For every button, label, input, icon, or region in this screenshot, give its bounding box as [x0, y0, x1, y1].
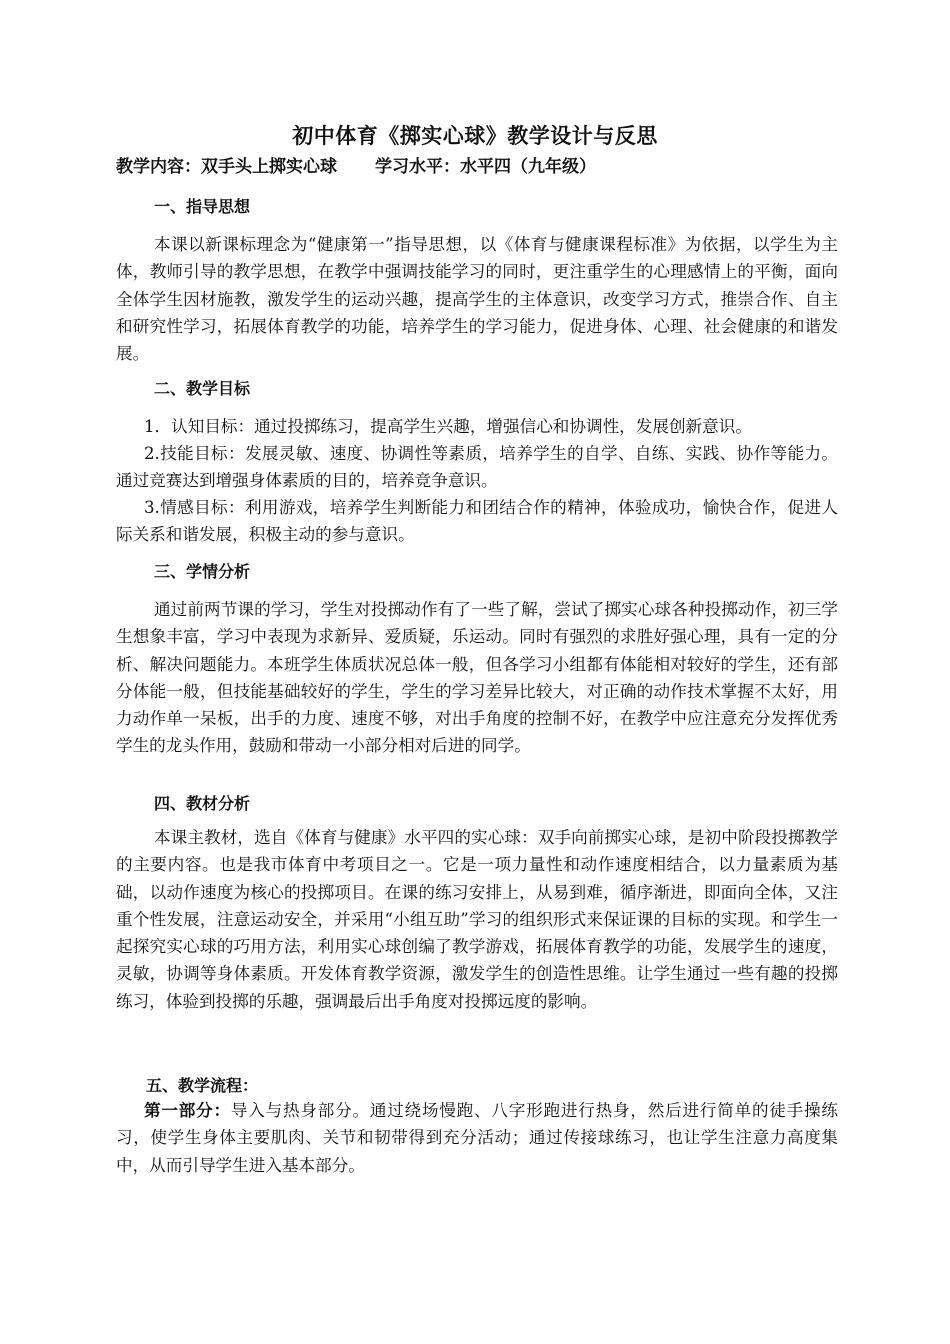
section-paragraph: 本课主教材，选自《体育与健康》水平四的实心球：双手向前掷实心球，是初中阶段投掷教学的主要内容。也是我市体育中考项目之一。它是一项力量性和动作速度相结合，以力量素质为基础，以动作速度为核心的投掷项目。在课的练习安排上，从易到难，循序渐进，即面向全体，又注重个性发展，注意运动安全，并采用“小组互助”学习的组织形式来保证课的目标的实现。和学生一起探究实心球的巧用方法，利用实心球创编了教学游戏，拓展体育教学的功能，发展学生的速度，灵敏，协调等身体素质。开发体育教学资源，激发学生的创造性思维。让学生通过一些有趣的投掷练习，体验到投掷的乐趣，强调最后出手角度对投掷远度的影响。 [116, 828, 838, 1011]
goal-item: 1．认知目标：通过投掷练习，提高学生兴趣，增强信心和协调性，发展创新意识。 [144, 417, 752, 436]
lesson-level-label: 学习水平：水平四（九年级） [375, 157, 596, 177]
section-heading-student-analysis: 三、学情分析 [154, 562, 251, 581]
section-heading-teaching-goals: 二、教学目标 [154, 379, 251, 398]
process-part-paragraph [116, 1097, 838, 1179]
lesson-content-label: 教学内容：双手头上掷实心球 [116, 157, 337, 177]
goal-item: 2.技能目标：发展灵敏、速度、协调性等素质，培养学生的自学、自练、实践、协作等能力。通过竞赛达到增强身体素质的目的，培养竞争意识。 [116, 444, 838, 491]
section-heading-guiding-thought: 一、指导思想 [154, 197, 251, 216]
section-heading-teaching-process: 五、教学流程： [146, 1076, 259, 1095]
section-heading-material-analysis: 四、教材分析 [154, 794, 251, 813]
section-paragraph: 本课以新课标理念为“健康第一”指导思想，以《体育与健康课程标准》为依据，以学生为主体，教师引导的教学思想，在教学中强调技能学习的同时，更注重学生的心理感情上的平衡，面向全体学生因材施教，激发学生的运动兴趣，提高学生的主体意识，改变学习方式，推崇合作、自主和研究性学习，拓展体育教学的功能，培养学生的学习能力，促进身体、心理、社会健康的和谐发展。 [116, 235, 838, 364]
document-title: 初中体育《掷实心球》教学设计与反思 [292, 124, 658, 148]
goal-item: 3.情感目标：利用游戏，培养学生判断能力和团结合作的精神，体验成功，愉快合作，促进人际关系和谐发展，积极主动的参与意识。 [116, 498, 838, 545]
section-paragraph: 通过前两节课的学习，学生对投掷动作有了一些了解，尝试了掷实心球各种投掷动作，初三学生想象丰富，学习中表现为求新异、爱质疑，乐运动。同时有强烈的求胜好强心理，具有一定的分析、解决问题能力。本班学生体质状况总体一般，但各学习小组都有体能相对较好的学生，还有部分体能一般，但技能基础较好的学生，学生的学习差异比较大，对正确的动作技术掌握不太好，用力动作单一呆板，出手的力度、速度不够，对出手角度的控制不好，在教学中应注意充分发挥优秀学生的龙头作用，鼓励和带动一小部分相对后进的同学。 [116, 600, 838, 756]
process-part-label: 第一部分： [144, 1101, 231, 1120]
process-part-text: 导入与热身部分。通过绕场慢跑、八字形跑进行热身，然后进行简单的徒手操练习，使学生身体主要肌肉、关节和韧带得到充分活动；通过传接球练习，也让学生注意力高度集中，从而引导学生进入基本部分。 [116, 1101, 839, 1175]
lesson-info-line [116, 152, 596, 177]
